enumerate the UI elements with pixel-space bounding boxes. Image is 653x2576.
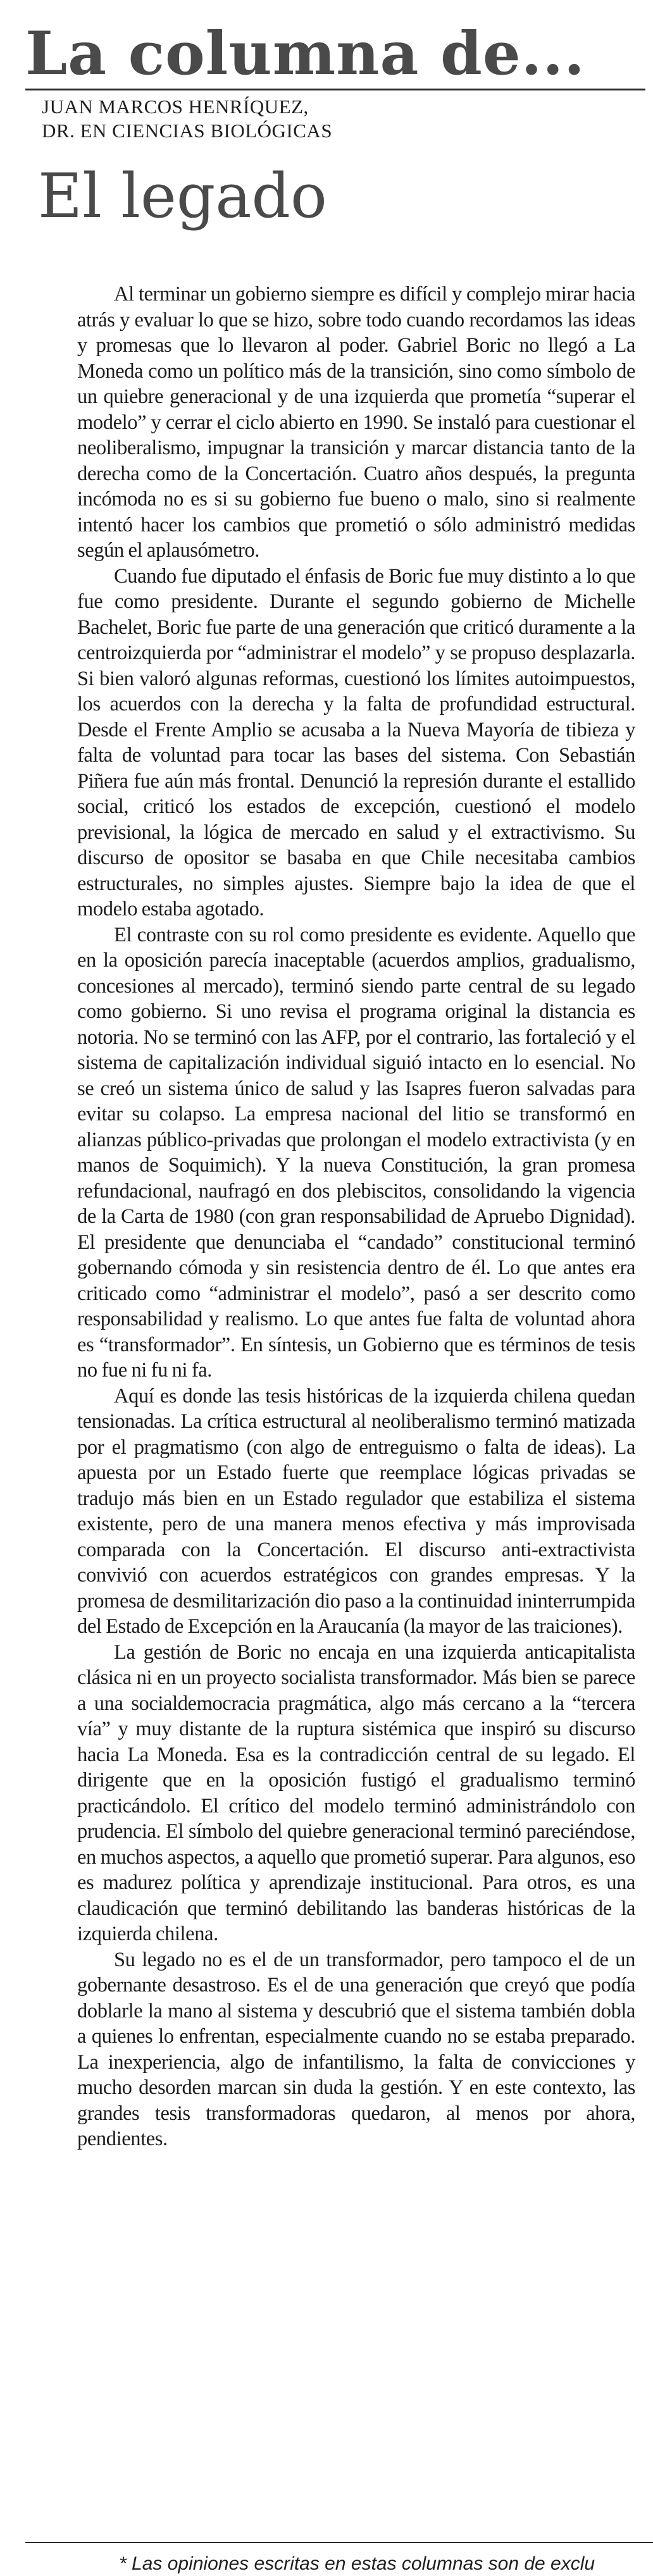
author-byline (42, 95, 332, 143)
author-credential: DR. EN CIENCIAS BIOLÓGICAS (42, 120, 333, 142)
footer-divider (25, 2542, 653, 2543)
opinion-disclaimer: * Las opiniones escritas en estas columnas son de exclu (119, 2553, 595, 2574)
article-paragraph: Al terminar un gobierno siempre es difícil y complejo mirar hacia atrás y evaluar lo que se hizo, sobre todo cuando recordamos las ideas y promesas que lo llevaron al poder. Gabriel Boric no llegó a La Moneda como un político más de la transición, sino como símbolo de un quiebre generacional y de una izquierda que prometía “superar el modelo” y cerrar el ciclo abierto en 1990. Se instaló para cuestionar el neoliberalismo, impugnar la transición y marcar distancia tanto de la derecha como de la Concertación. Cuatro años después, la pregunta incómoda no es si su gobierno fue bueno o malo, sino si realmente intentó hacer los cambios que prometió o sólo administró medidas según el aplausómetro. (77, 283, 635, 562)
article-paragraph: Su legado no es el de un transformador, pero tampoco el de un gobernante desastroso. Es el de una generación que creyó que podía doblarle la mano al sistema y descubrió que el sistema también dobla a quienes lo enfrentan, especialmente cuando no se estaba preparado. La inexperiencia, algo de infantilismo, la falta de convicciones y mucho desorden marcan sin duda la gestión. Y en este contexto, las grandes tesis transformadoras quedaron, al menos por ahora, pendientes. (77, 1948, 635, 2150)
article-paragraph: Aquí es donde las tesis históricas de la izquierda chilena quedan tensionadas. La crítica estructural al neoliberalismo terminó matizada por el pragmatismo (con algo de entreguismo o falta de ideas). La apuesta por un Estado fuerte que reemplace lógicas privadas se tradujo más bien en un Estado regulador que estabiliza el sistema existente, pero de una manera menos efectiva y más improvisada comparada con la Concertación. El discurso anti-extractivista convivió con acuerdos estratégicos con grandes empresas. Y la promesa de desmilitarización dio paso a la continuidad ininterrumpida del Estado de Excepción en la Araucanía (la mayor de las traiciones). (77, 1384, 635, 1638)
article-paragraph: El contraste con su rol como presidente es evidente. Aquello que en la oposición parecía inaceptable (acuerdos amplios, gradualismo, concesiones al mercado), terminó siendo parte central de su legado como gobierno. Si uno revisa el programa original la distancia es notoria. No se terminó con las AFP, por el contrario, las fortaleció y el sistema de capitalización individual siguió intacto en lo esencial. No se creó un sistema único de salud y las Isapres fueron salvadas para evitar su colapso. La empresa nacional del litio se transformó en alianzas público-privadas que prolongan el modelo extractivista (y en manos de Soquimich). Y la nueva Constitución, la gran promesa refundacional, naufragó en dos plebiscitos, consolidando la vigencia de la Carta de 1980 (con gran responsabilidad de Apruebo Dignidad). El presidente que denunciaba el “candado” constitucional terminó gobernando cómoda y sin resistencia dentro de él. Lo que antes era criticado como “administrar el modelo”, pasó a ser descrito como responsabilidad y realismo. Lo que antes fue falta de voluntad ahora es “transformador”. En síntesis, un Gobierno que es términos de tesis no fue ni fu ni fa. (77, 923, 635, 1382)
article-body (77, 282, 635, 2152)
article-paragraph: La gestión de Boric no encaja en una izquierda anticapitalista clásica ni en un proyecto socialista transformador. Más bien se parece a una socialdemocracia pragmática, algo más cercano a la “tercera vía” y muy distante de la ruptura sistémica que inspiró su discurso hacia La Moneda. Esa es la contradicción central de su legado. El dirigente que en la oposición fustigó el gradualismo terminó practicándolo. El crítico del modelo terminó administrándolo con prudencia. El símbolo del quiebre generacional terminó pareciéndose, en muchos aspectos, a aquello que prometió superar. Para algunos, eso es madurez política y aprendizaje institucional. Para otros, es una claudicación que terminó debilitando las banderas históricas de la izquierda chilena. (77, 1640, 635, 1945)
article-paragraph: Cuando fue diputado el énfasis de Boric fue muy distinto a lo que fue como presidente. Durante el segundo gobierno de Michelle Bachelet, Boric fue parte de una generación que criticó duramente a la centroizquierda por “administrar el modelo” y se propuso desplazarla. Si bien valoró algunas reformas, cuestionó los límites autoimpuestos, los acuerdos con la derecha y la falta de profundidad estructural. Desde el Frente Amplio se acusaba a la Nueva Mayoría de tibieza y falta de voluntad para tocar las bases del sistema. Con Sebastián Piñera fue aún más frontal. Denunció la represión durante el estallido social, criticó los estados de excepción, cuestionó el modelo previsional, la lógica de mercado en salud y el extractivismo. Su discurso de opositor se basaba en que Chile necesitaba cambios estructurales, no simples ajustes. Siempre bajo la idea de que el modelo estaba agotado. (77, 564, 635, 920)
article-headline: El legado (38, 161, 327, 232)
author-name: JUAN MARCOS HENRÍQUEZ, (42, 96, 309, 118)
section-masthead: La columna de... (25, 19, 585, 89)
masthead-divider (25, 89, 645, 90)
